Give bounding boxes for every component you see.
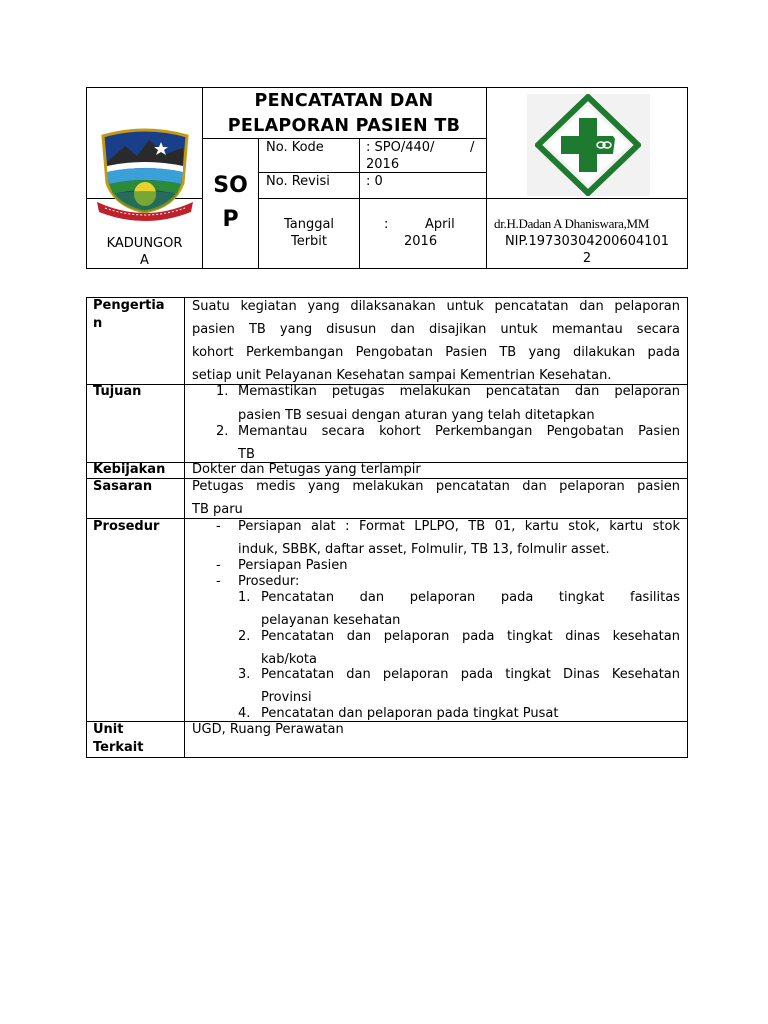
no-revisi-label: No. Revisi <box>266 174 330 189</box>
bullet-dash: - <box>216 558 221 573</box>
tujuan-item-number: 2. <box>216 424 229 439</box>
border <box>486 198 688 199</box>
sop-label-line2: P <box>222 207 239 232</box>
prosedur-bullet-text: Persiapan Pasien <box>238 558 348 573</box>
sop-label-line1: SO <box>213 173 248 198</box>
pengertian-line: kohort Perkembangan Pengobatan Pasien TB yang dilakukan pada <box>192 345 680 360</box>
border <box>184 297 185 758</box>
prosedur-step-text: Pencatatan dan pelaporan pada tingkat fasilitas <box>261 590 680 605</box>
prosedur-bullet-text: Prosedur: <box>238 574 300 589</box>
prosedur-step-text: Pencatatan dan pelaporan pada tingkat dinas kesehatan <box>261 629 680 644</box>
tujuan-item-text: Memantau secara kohort Perkembangan Pengobatan Pasien <box>238 424 680 439</box>
border <box>258 198 487 199</box>
tanggal-label-line2: Terbit <box>290 234 328 249</box>
prosedur-bullet-text: Persiapan alat : Format LPLPO, TB 01, kartu stok, kartu stok <box>238 519 680 534</box>
no-kode-value-year: 2016 <box>366 157 400 172</box>
tanggal-year: 2016 <box>404 234 438 249</box>
regency-emblem-logo <box>95 128 195 224</box>
tanggal-colon: : <box>384 217 389 232</box>
prosedur-step-text: Pencatatan dan pelaporan pada tingkat Dinas Kesehatan <box>261 667 680 682</box>
bullet-dash: - <box>216 519 221 534</box>
document-title-line1: PENCATATAN DAN <box>254 91 434 111</box>
puskesmas-logo <box>535 94 641 196</box>
prosedur-step-text: Provinsi <box>261 690 312 705</box>
border <box>86 757 688 758</box>
row-label-pengertian: Pengertia <box>93 298 165 313</box>
pengertian-line: setiap unit Pelayanan Kesehatan sampai Kementrian Kesehatan. <box>192 368 612 383</box>
sasaran-text: TB paru <box>192 502 243 517</box>
signer-nip-tail: 2 <box>582 251 592 266</box>
tanggal-month: April <box>425 217 455 232</box>
no-kode-value-slash: / <box>470 140 475 155</box>
signer-name: dr.H.Dadan A Dhaniswara,MM <box>494 216 650 231</box>
tujuan-item-number: 1. <box>216 384 229 399</box>
bullet-dash: - <box>216 574 221 589</box>
no-kode-value: : SPO/440/ <box>366 140 435 155</box>
tujuan-item-text: TB <box>238 447 255 462</box>
row-label-tujuan: Tujuan <box>93 384 142 399</box>
unit-terkait-text: UGD, Ruang Perawatan <box>192 722 344 737</box>
no-revisi-value: : 0 <box>366 174 383 189</box>
border <box>687 297 688 758</box>
border <box>86 297 87 758</box>
prosedur-step-number: 3. <box>238 667 251 682</box>
row-label-sasaran: Sasaran <box>93 479 153 494</box>
row-label-unit: Unit <box>93 722 124 737</box>
sasaran-text: Petugas medis yang melakukan pencatatan dan pelaporan pasien <box>192 479 680 494</box>
prosedur-step-text: pelayanan kesehatan <box>261 613 401 628</box>
prosedur-step-number: 2. <box>238 629 251 644</box>
row-label-prosedur: Prosedur <box>93 519 160 534</box>
prosedur-step-text: Pencatatan dan pelaporan pada tingkat Pusat <box>261 706 559 721</box>
row-label-terkait: Terkait <box>93 740 144 755</box>
prosedur-step-number: 1. <box>238 590 251 605</box>
prosedur-step-number: 4. <box>238 706 251 721</box>
pengertian-line: pasien TB yang disusun dan disajikan untuk memantau secara <box>192 322 680 337</box>
pengertian-line: Suatu kegiatan yang dilaksanakan untuk pencatatan dan pelaporan <box>192 299 680 314</box>
document-title-line2: PELAPORAN PASIEN TB <box>227 116 461 136</box>
kebijakan-text: Dokter dan Petugas yang terlampir <box>192 462 421 477</box>
region-name: KADUNGOR A <box>106 236 183 268</box>
row-label-pengertian-tail: n <box>93 316 103 331</box>
no-kode-label: No. Kode <box>266 140 324 155</box>
signer-nip: NIP.197303042006041​01 <box>504 234 670 249</box>
prosedur-step-text: kab/kota <box>261 652 317 667</box>
tujuan-item-text: pasien TB sesuai dengan aturan yang telah ditetapkan <box>238 408 595 423</box>
tanggal-label-line1: Tanggal <box>283 217 335 232</box>
tujuan-item-text: Memastikan petugas melakukan pencatatan dan pelaporan <box>238 384 680 399</box>
prosedur-bullet-text: induk, SBBK, daftar asset, Folmulir, TB 13, folmulir asset. <box>238 542 610 557</box>
border <box>359 138 360 269</box>
row-label-kebijakan: Kebijakan <box>93 462 166 477</box>
